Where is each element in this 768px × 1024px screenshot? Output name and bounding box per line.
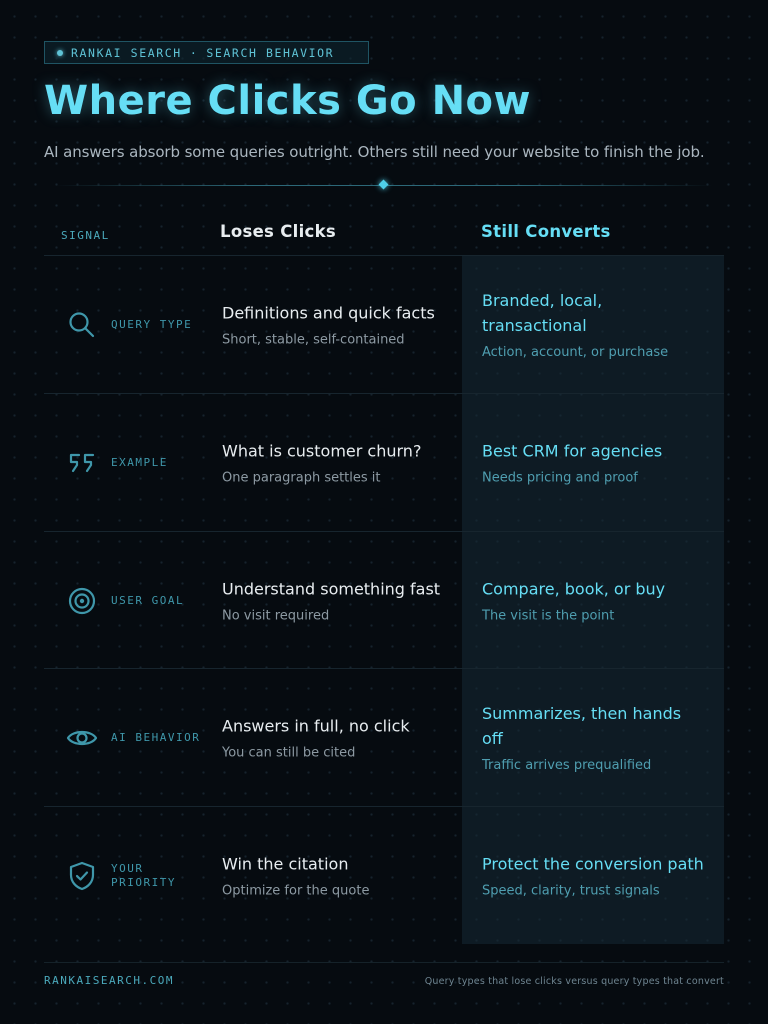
signal-label: USER GOAL: [111, 593, 185, 607]
still-converts-cell: [482, 851, 704, 900]
still-converts-main: Protect the conversion path: [482, 854, 704, 873]
column-header-signal: SIGNAL: [61, 229, 110, 242]
loses-clicks-sub: You can still be cited: [222, 745, 356, 760]
loses-clicks-main: Win the citation: [222, 854, 349, 873]
still-converts-sub: Needs pricing and proof: [482, 470, 638, 485]
divider-diamond: [379, 180, 389, 190]
loses-clicks-sub: One paragraph settles it: [222, 470, 381, 485]
target-icon: [66, 585, 98, 617]
shield-check-icon: [66, 860, 98, 892]
page-subtitle: AI answers absorb some queries outright. Others still need your website to finish the job.: [44, 143, 705, 161]
badge-section: SEARCH BEHAVIOR: [206, 45, 335, 60]
footer-caption: Query types that lose clicks versus query types that convert: [424, 976, 724, 987]
still-converts-sub: Action, account, or purchase: [482, 344, 669, 360]
loses-clicks-main: Understand something fast: [222, 579, 441, 598]
loses-clicks-sub: Short, stable, self-contained: [222, 332, 405, 347]
footer-divider: [44, 962, 724, 963]
table-row-query-type: [44, 256, 724, 393]
still-converts-cell: [482, 576, 704, 625]
still-converts-main: Best CRM for agencies: [482, 441, 663, 460]
page-title: Where Clicks Go Now: [44, 78, 531, 124]
footer-site-link[interactable]: RANKAISEARCH.COM: [44, 974, 174, 987]
quote-icon: [66, 447, 98, 479]
still-converts-cell: [482, 288, 704, 362]
loses-clicks-main: Definitions and quick facts: [222, 303, 435, 322]
table-row-user-goal: [44, 532, 724, 669]
table-row-example: [44, 394, 724, 531]
loses-clicks-cell: [222, 576, 457, 625]
still-converts-sub: The visit is the point: [482, 608, 615, 623]
badge-brand: RANKAI SEARCH: [71, 45, 182, 60]
still-converts-cell: [482, 701, 704, 775]
header-badge: [44, 41, 369, 64]
column-header-still-converts: Still Converts: [481, 222, 611, 241]
eye-icon: [66, 722, 98, 754]
still-converts-sub: Speed, clarity, trust signals: [482, 883, 660, 898]
loses-clicks-main: Answers in full, no click: [222, 716, 410, 735]
signal-label: YOUR PRIORITY: [111, 861, 176, 889]
still-converts-main: Branded, local, transactional: [482, 290, 603, 335]
still-converts-main: Summarizes, then hands off: [482, 703, 682, 748]
still-converts-cell: [482, 438, 704, 487]
table-row-ai-behavior: [44, 669, 724, 806]
signal-label: EXAMPLE: [111, 455, 168, 469]
column-header-loses-clicks: Loses Clicks: [220, 222, 337, 241]
still-converts-sub: Traffic arrives prequalified: [482, 757, 652, 773]
signal-label: QUERY TYPE: [111, 317, 193, 331]
loses-clicks-main: What is customer churn?: [222, 441, 422, 460]
loses-clicks-cell: [222, 438, 457, 487]
badge-separator: ·: [189, 45, 199, 60]
still-converts-main: Compare, book, or buy: [482, 579, 666, 598]
badge-dot: [57, 50, 63, 56]
table-row-your-priority: [44, 807, 724, 944]
loses-clicks-cell: [222, 851, 457, 900]
loses-clicks-sub: No visit required: [222, 608, 330, 623]
search-icon: [66, 309, 98, 341]
loses-clicks-cell: [222, 300, 457, 349]
signal-label: AI BEHAVIOR: [111, 730, 201, 744]
loses-clicks-cell: [222, 713, 457, 762]
loses-clicks-sub: Optimize for the quote: [222, 883, 370, 898]
